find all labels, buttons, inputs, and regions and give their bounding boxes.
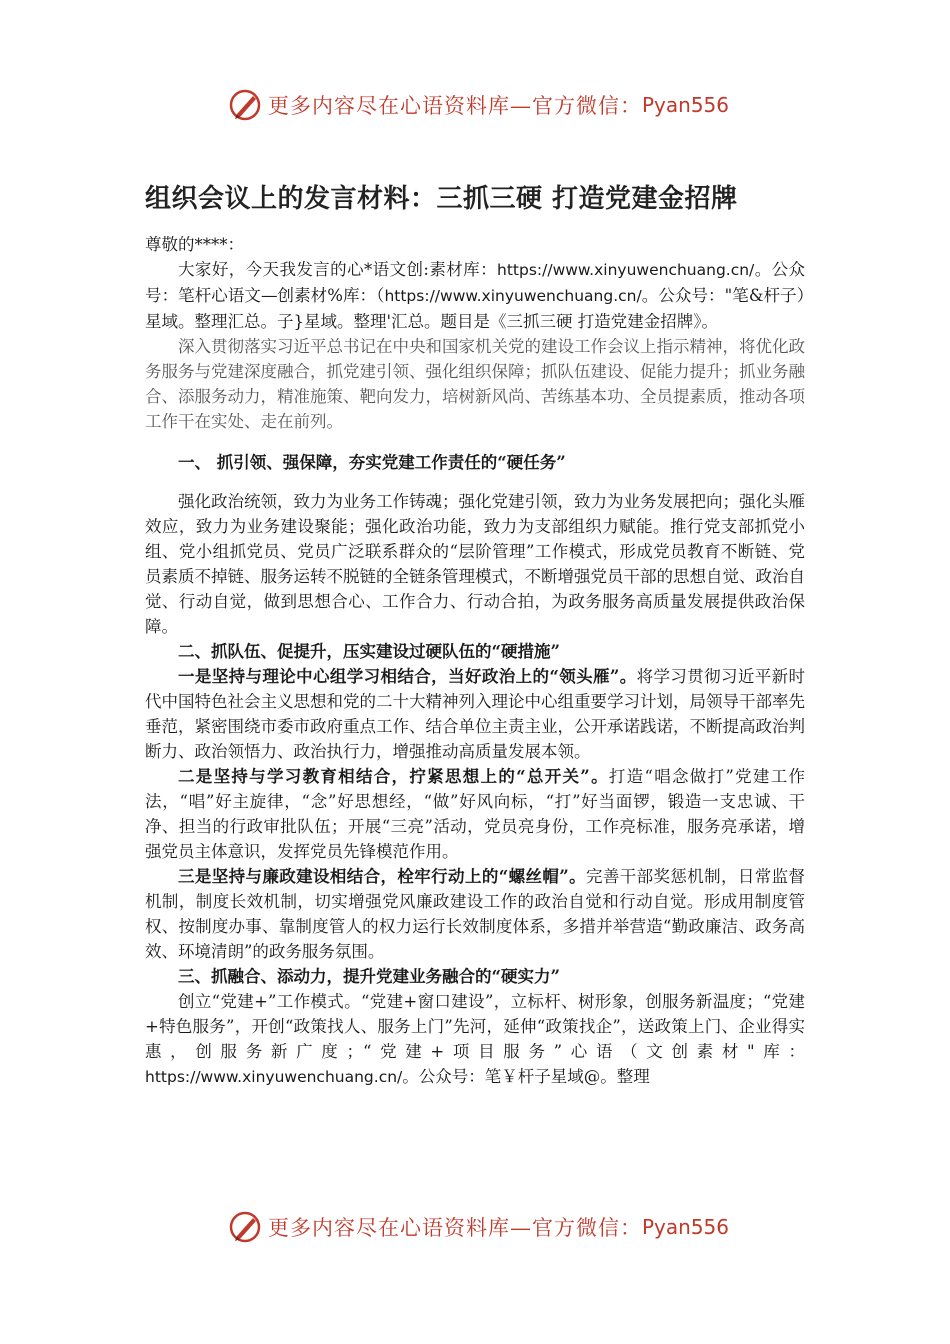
intro-text-3: 。公众号："笔&杆子）星域。整理汇总。子}星域。整理'汇总。题目是《三抓三硬 打造党建金招牌》。 [145, 286, 805, 331]
pen-logo-icon [228, 88, 262, 122]
page-title: 组织会议上的发言材料：三抓三硬 打造党建金招牌 [145, 184, 738, 214]
footer-banner [228, 1210, 729, 1244]
section3-heading: 三、抓融合、添动力，提升党建业务融合的“硬实力” [178, 967, 560, 986]
banner-wechat-id: Pyan556 [642, 1215, 730, 1239]
section2-item-2 [145, 764, 805, 864]
section3-text-1: 创立“党建+”工作模式。“党建+窗口建设”，立标杆、树形象，创服务新温度；“党建+特色服务”，开创“政策找人、服务上门”先河，延伸“政策找企”，送政策上门、企业得实惠，创服务新广度；“党建+项目服务”心语（文创素材"库： [145, 992, 805, 1061]
pen-logo-icon [228, 1210, 262, 1244]
salutation: 尊敬的****： [145, 235, 244, 254]
section2-item-2-body: 打造“唱念做打”党建工作法，“唱”好主旋律，“念”好思想经，“做”好风向标，“打”好当面锣，锻造一支忠诚、干净、担当的行政审批队伍；开展“三亮”活动，党员亮身份，工作亮标准，服务亮承诺，增强党员主体意识，发挥党员先锋模范作用。 [145, 767, 805, 861]
section1-heading: 一、 抓引领、强保障，夯实党建工作责任的“硬任务” [178, 453, 566, 472]
intro-text-2: 。公众号：笔杆心语文—创素材%库：（ [145, 260, 806, 305]
section3-link[interactable]: https://www.xinyuwenchuang.cn/ [145, 1068, 403, 1086]
banner-text: 更多内容尽在心语资料库—官方微信： [268, 1216, 642, 1240]
section2-heading: 二、抓队伍、促提升，压实建设过硬队伍的“硬措施” [178, 642, 560, 661]
section3-text-2: 。公众号：笔￥杆子星域@。整理 [402, 1067, 650, 1086]
document-body [145, 232, 805, 1090]
section2-item-1-body: 将学习贯彻习近平新时代中国特色社会主义思想和党的二十大精神列入理论中心组重要学习计划，局领导干部率先垂范，紧密围绕市委市政府重点工作、结合单位主责主业，公开承诺践诺，不断提高政治判断力、政治领悟力、政治执行力，增强推动高质量发展本领。 [145, 667, 806, 761]
section2-item-2-lead: 二是坚持与学习教育相结合，拧紧思想上的“总开关”。 [178, 767, 609, 786]
section2-item-1-lead: 一是坚持与理论中心组学习相结合，当好政治上的“领头雁”。 [178, 667, 637, 686]
intro-link-2[interactable]: https://www.xinyuwenchuang.cn/ [384, 287, 642, 305]
intro-paragraph [145, 257, 805, 334]
section2-item-1 [145, 664, 805, 764]
header-banner [228, 88, 729, 122]
section2-item-3-lead: 三是坚持与廉政建设相结合，栓牢行动上的“螺丝帽”。 [178, 867, 586, 886]
banner-wechat-id: Pyan556 [642, 93, 730, 117]
section1-body: 强化政治统领，致力为业务工作铸魂；强化党建引领，致力为业务发展把向；强化头雁效应，致力为业务建设聚能；强化政治功能，致力为支部组织力赋能。推行党支部抓党小组、党小组抓党员、党员广泛联系群众的“层阶管理”工作模式，形成党员教育不断链、党员素质不掉链、服务运转不脱链的全链条管理模式，不断增强党员干部的思想自觉、政治自觉、行动自觉，做到思想合心、工作合力、行动合拍，为政务服务高质量发展提供政治保障。 [145, 492, 805, 636]
lead-paragraph: 深入贯彻落实习近平总书记在中央和国家机关党的建设工作会议上指示精神，将优化政务服务与党建深度融合，抓党建引领、强化组织保障；抓队伍建设、促能力提升；抓业务融合、添服务动力，精准施策、靶向发力，培树新风尚、苦练基本功、全员提素质，推动各项工作干在实处、走在前列。 [145, 337, 805, 431]
section2-item-3 [145, 864, 805, 964]
section2-item-3-body: 完善干部奖惩机制，日常监督机制，制度长效机制，切实增强党风廉政建设工作的政治自觉和行动自觉。形成用制度管权、按制度办事、靠制度管人的权力运行长效制度体系，多措并举营造“勤政廉洁、政务高效、环境清朗”的政务服务氛围。 [145, 867, 805, 961]
intro-link-1[interactable]: https://www.xinyuwenchuang.cn/ [497, 261, 755, 279]
intro-text-1: 大家好，今天我发言的心*语文创:素材库： [178, 260, 498, 279]
banner-text: 更多内容尽在心语资料库—官方微信： [268, 94, 642, 118]
section3-body [145, 989, 805, 1090]
